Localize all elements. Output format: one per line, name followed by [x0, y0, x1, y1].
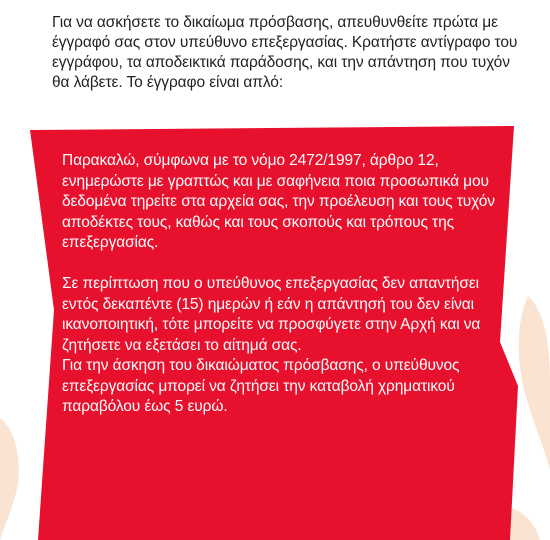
letter-request-paragraph: Παρακαλώ, σύμφωνα με το νόμο 2472/1997, άρθρο 12, ενημερώστε με γραπτώς και με σαφήνεια ποια προσωπικά μου δεδομένα τηρείτε στα αρχεία σας, την προέλευση και τους τυχόν αποδέκτες τους, καθώς και τους σκοπούς και τρόπους της επεξεργασίας.	[62, 152, 495, 251]
letter-template-box	[30, 126, 530, 540]
letter-appeal-paragraph: Σε περίπτωση που ο υπεύθυνος επεξεργασίας δεν απαντήσει εντός δεκαπέντε (15) ημερών ή εάν η απάντησή του δεν είναι ικανοποιητική, τότε μπορείτε να προσφύγετε στην Αρχή και να ζητήσετε να εξετάσει το αίτημά σας.	[62, 275, 481, 354]
letter-fee-paragraph: Για την άσκηση του δικαιώματος πρόσβασης, ο υπεύθυνος επεξεργασίας μπορεί να ζητήσει την καταβολή χρηματικού παραβόλου έως 5 ευρώ.	[62, 357, 460, 415]
decor-swirl-left	[0, 418, 19, 540]
intro-paragraph: Για να ασκήσετε το δικαίωμα πρόσβασης, απευθυνθείτε πρώτα με έγγραφό σας στον υπεύθυνο επεξεργασίας. Κρατήστε αντίγραφο του εγγράφου, τα αποδεικτικά παράδοσης, και την απάντηση που τυχόν θα λάβετε. Το έγγραφο είναι απλό:	[52, 14, 518, 91]
letter-text	[62, 151, 510, 418]
paragraph-gap	[62, 254, 510, 275]
